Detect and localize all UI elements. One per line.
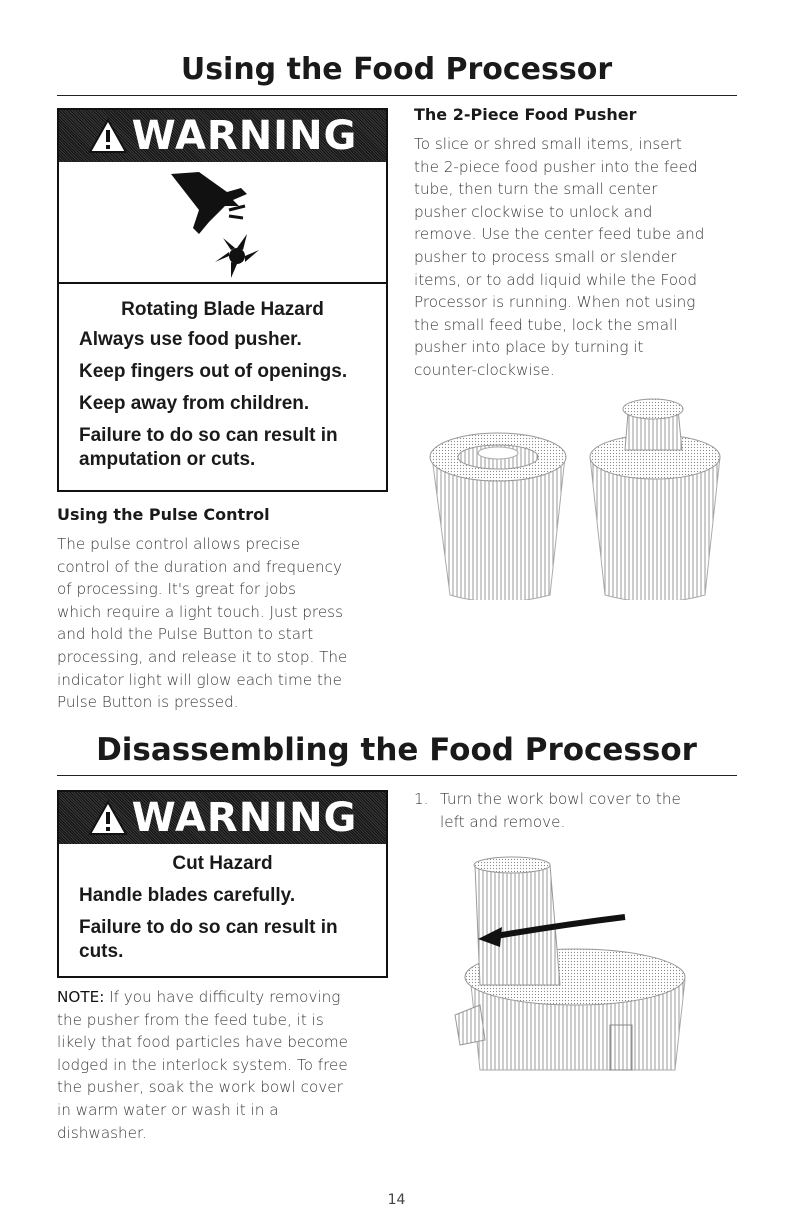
pulse-heading: Using the Pulse Control [57,505,270,524]
text-line: lodged in the interlock system. To free [57,1055,348,1074]
hazard-title: Rotating Blade Hazard [121,299,324,320]
warning-triangle-icon [88,118,128,154]
section-rule [57,95,737,96]
warning-line: Keep away from children. [79,393,310,414]
page-number: 14 [387,1192,406,1208]
text-line: pusher to process small or slender [414,247,677,266]
text-line: items, or to add liquid while the Food [414,270,697,289]
text-line: The pulse control allows precise [57,535,301,553]
step-number: 1. [414,790,429,808]
warning-label: WARNING [131,113,358,159]
text-line: control of the duration and frequency [57,557,343,576]
text-line: tube, then turn the small center [414,180,658,199]
warning-line: cuts. [79,941,124,962]
warning-box-cut-hazard [57,790,388,978]
text-line: which require a light touch. Just press [57,602,344,621]
warning-line: Failure to do so can result in [79,917,338,938]
pusher-paragraph [414,133,744,382]
text-line: the pusher, soak the work bowl cover [57,1078,343,1097]
hand-blade-hazard-icon [169,170,279,280]
text-line: and hold the Pulse Button to start [57,625,314,644]
food-pusher-illustration [420,395,730,600]
text-line: pusher into place by turning it [414,338,644,357]
warning-line: Always use food pusher. [79,329,302,350]
pusher-heading: The 2-Piece Food Pusher [414,105,637,124]
note-first-line: If you have difficulty removing [104,988,341,1006]
warning-divider [59,282,386,284]
text-line: the pusher from the feed tube, it is [57,1010,324,1029]
pulse-paragraph [57,533,397,714]
warning-line: Handle blades carefully. [79,885,296,906]
text-line: in warm water or wash it in a [57,1100,279,1119]
text-line: To slice or shred small items, insert [414,135,682,153]
text-line: left and remove. [440,812,566,831]
text-line: Turn the work bowl cover to the [440,790,681,808]
section-rule [57,775,737,776]
text-line: the 2-piece food pusher into the feed [414,157,698,176]
work-bowl-cover-illustration [450,855,690,1080]
text-line: Processor is running. When not using [414,293,696,312]
text-line: remove. Use the center feed tube and [414,225,705,244]
text-line: likely that food particles have become [57,1033,349,1052]
warning-line: Failure to do so can result in [79,425,338,446]
warning-line: amputation or cuts. [79,449,256,470]
hazard-title: Cut Hazard [172,853,273,874]
warning-line: Keep fingers out of openings. [79,361,348,382]
warning-triangle-icon [88,800,128,836]
note-label: NOTE: [57,988,105,1006]
section-title-using: Using the Food Processor [180,52,613,87]
section-title-disassembling: Disassembling the Food Processor [96,732,697,768]
warning-label: WARNING [131,795,358,841]
text-line [57,986,397,1009]
text-line: the small feed tube, lock the small [414,315,678,334]
text-line: processing, and release it to stop. The [57,647,348,666]
step-1 [414,788,754,833]
warning-box-rotating-blade [57,108,388,492]
text-line: indicator light will glow each time the [57,670,342,689]
note-paragraph [57,986,397,1144]
text-line: dishwasher. [57,1123,147,1142]
text-line: of processing. It's great for jobs [57,580,297,599]
text-line: Pulse Button is pressed. [57,693,239,712]
text-line: counter-clockwise. [414,360,555,379]
text-line: pusher clockwise to unlock and [414,202,653,221]
